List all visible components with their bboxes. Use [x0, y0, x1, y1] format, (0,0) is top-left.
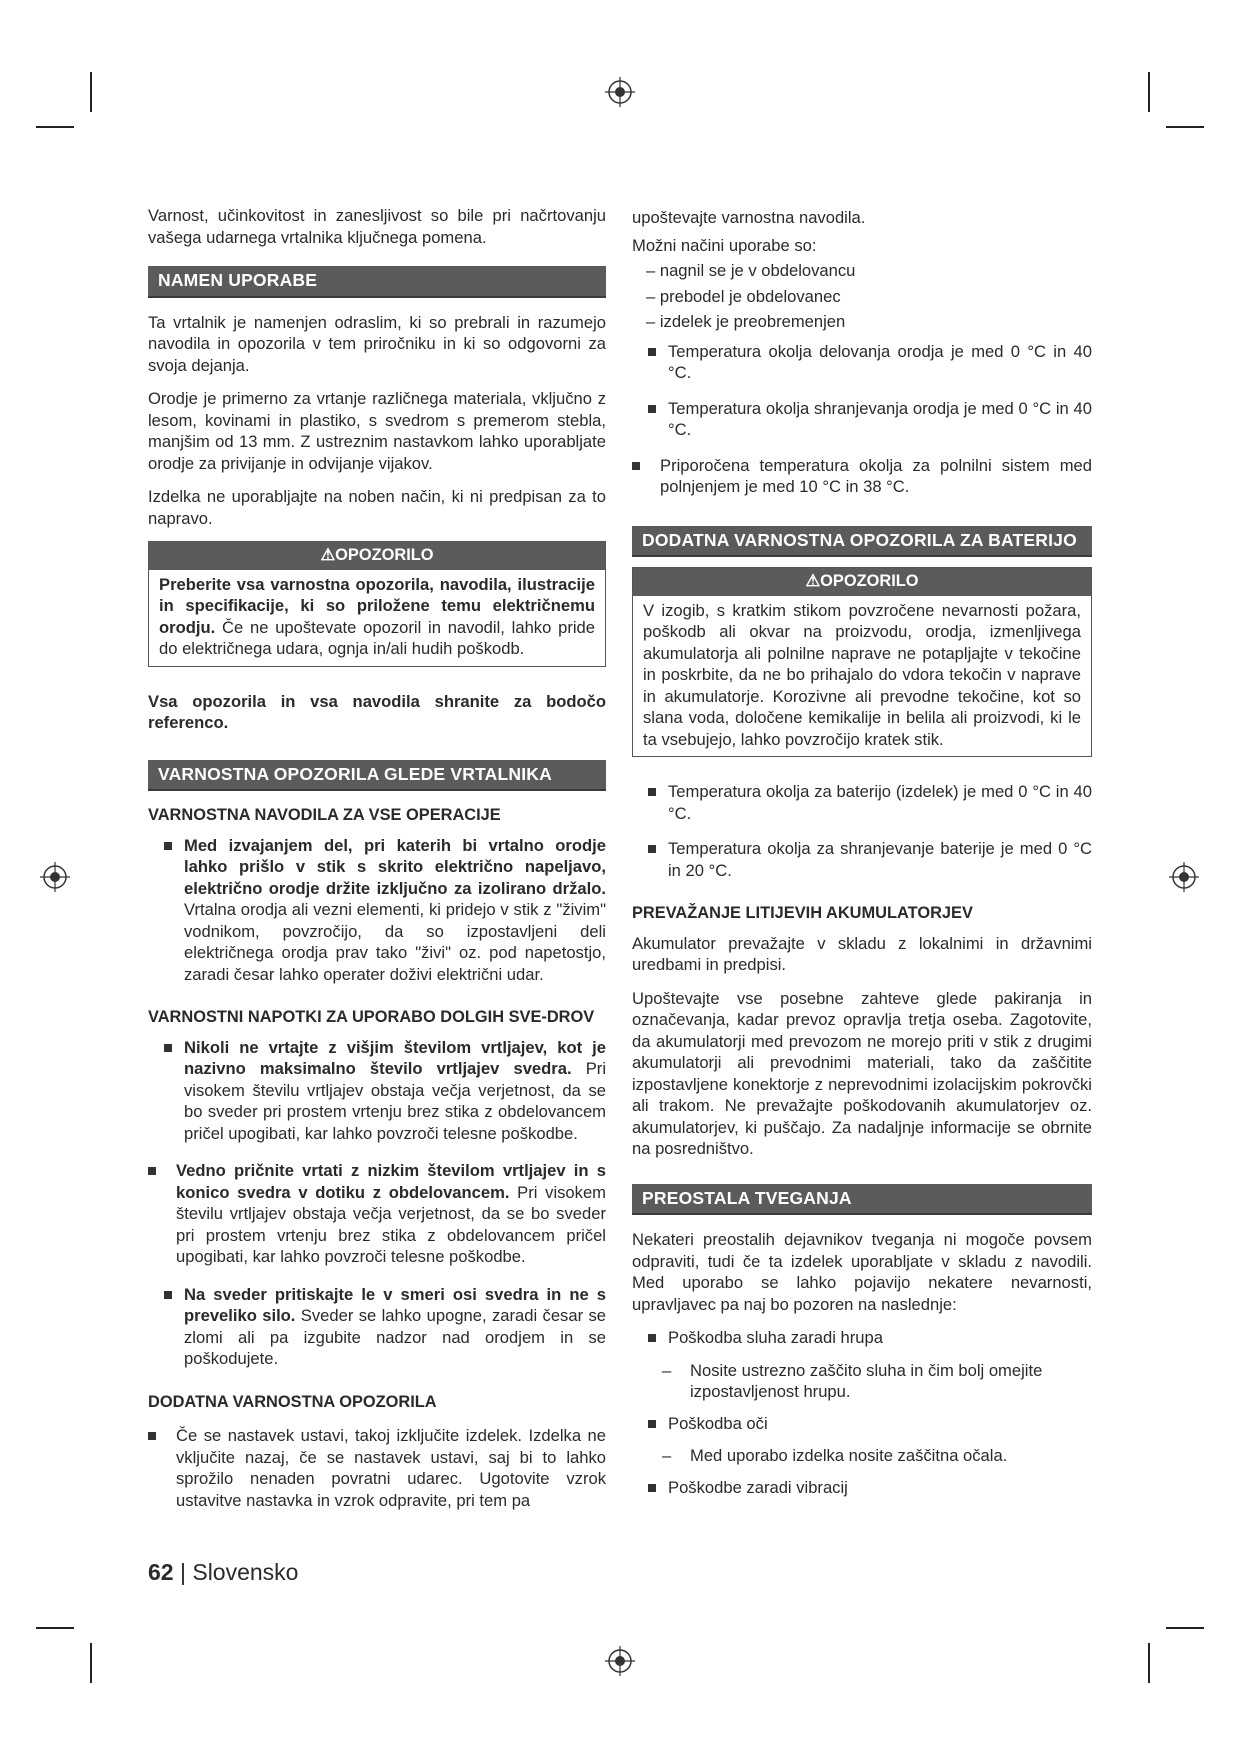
subheading: PREVAŽANJE LITIJEVIH AKUMULATORJEV [632, 904, 973, 922]
right-column [632, 207, 1092, 1509]
list-item: Temperatura okolja shranjevanja orodja je med 0 °C in 40 °C. [632, 398, 1092, 441]
bullet-icon [648, 1484, 656, 1492]
paragraph: Ta vrtalnik je namenjen odraslim, ki so prebrali in razumejo navodila in opozorila v tem priročniku in ki so odgovorni za svoja dejanja. [148, 312, 606, 375]
registration-mark-icon [605, 77, 635, 107]
section-title-baterija: DODATNA VARNOSTNA OPOZORILA ZA BATERIJO [632, 526, 1092, 558]
crop-mark [36, 1627, 74, 1629]
bullet-icon [648, 845, 656, 853]
section-title-varnostna-opozorila: VARNOSTNA OPOZORILA GLEDE VRTALNIKA [148, 760, 606, 792]
subheading: DODATNA VARNOSTNA OPOZORILA [148, 1392, 437, 1411]
list-item: – Nosite ustrezno zaščito sluha in čim bolj omejite izpostavljenost hrupu. [662, 1360, 1043, 1401]
page-footer: 62 | Slovensko [148, 1559, 299, 1585]
list-item: – prebodel je obdelovanec [646, 286, 841, 306]
paragraph: upoštevajte varnostna navodila. [632, 208, 866, 227]
list-item: Poškodba sluha zaradi hrupa [632, 1327, 1092, 1349]
subheading: VARNOSTNA NAVODILA ZA VSE OPERACIJE [148, 806, 501, 824]
bullet-icon [648, 348, 656, 356]
paragraph: Izdelka ne uporabljajte na noben način, ki ni predpisan za to napravo. [148, 487, 606, 528]
left-column [148, 205, 606, 1522]
crop-mark [1166, 1627, 1204, 1629]
list-item: Poškodba oči [632, 1413, 1092, 1435]
list-item: Priporočena temperatura okolja za polnilni sistem med polnjenjem je med 10 °C in 38 °C. [632, 455, 1092, 498]
section-title-preostala-tveganja: PREOSTALA TVEGANJA [632, 1184, 1092, 1216]
list-item: Vedno pričnite vrtati z nizkim številom vrtljajev in s konico svedra v dotiku z obdelovancem. Pri visokem številu vrtljajev obstaja večja verjetnost, da se bo sveder pri prostem vrtenju brez stika z obdelovancem pričel upogibati, kar lahko povzroči telesne poškodbe. [148, 1160, 606, 1268]
warning-icon: ⚠ [805, 572, 821, 590]
bullet-icon [632, 462, 640, 470]
language-label: Slovensko [192, 1559, 299, 1585]
bullet-icon [164, 1044, 172, 1052]
bullet-icon [648, 1420, 656, 1428]
page-number: 62 [148, 1559, 174, 1585]
list-item: Nikoli ne vrtajte z višjim številom vrtljajev, kot je nazivno maksimalno število vrtljajev svedra. Pri visokem številu vrtljajev obstaja večja verjetnost, da se bo sveder pri prostem vrtenju brez stika z obdelovancem pričel upogibati, kar lahko povzroči telesne poškodbe. [148, 1037, 606, 1145]
intro-paragraph: Varnost, učinkovitost in zanesljivost so bile pri načrtovanju vašega udarnega vrtalnika ključnega pomena. [148, 206, 606, 247]
warning-header: ⚠OPOZORILO [149, 542, 605, 570]
crop-mark [1148, 72, 1150, 112]
bullet-icon [648, 405, 656, 413]
bullet-icon [648, 788, 656, 796]
list-item: Temperatura okolja za baterijo (izdelek) je med 0 °C in 40 °C. [632, 781, 1092, 824]
bullet-icon [164, 842, 172, 850]
keep-instructions: Vsa opozorila in vsa navodila shranite za bodočo referenco. [148, 691, 606, 732]
registration-mark-icon [1169, 862, 1199, 892]
paragraph: Nekateri preostalih dejavnikov tveganja ni mogoče povsem odpraviti, tudi če ta izdelek uporabljate v skladu z navodili. Med uporabo se lahko pojavijo nekatere nevarnosti, upravljavec pa naj bo pozoren na naslednje: [632, 1230, 1092, 1314]
paragraph: Akumulator prevažajte v skladu z lokalnimi in državnimi uredbami in predpisi. [632, 933, 1092, 974]
bullet-icon [164, 1291, 172, 1299]
paragraph: Orodje je primerno za vrtanje različnega materiala, vključno z lesom, kovinami in plastiko, s svedrom s premerom stebla, manjšim od 13 mm. Z ustreznim nastavkom lahko uporabljate orodje za privijanje in odvijanje vijakov. [148, 389, 606, 473]
list-item: – izdelek je preobremenjen [646, 312, 846, 331]
crop-mark [1148, 1643, 1150, 1683]
bullet-icon [648, 1334, 656, 1342]
crop-mark [90, 1643, 92, 1683]
list-item: – Med uporabo izdelka nosite zaščitna očala. [662, 1446, 1008, 1465]
bullet-icon [148, 1432, 156, 1440]
list-item: Temperatura okolja delovanja orodja je med 0 °C in 40 °C. [632, 341, 1092, 384]
paragraph: Možni načini uporabe so: [632, 235, 817, 255]
list-item: – nagnil se je v obdelovancu [646, 261, 856, 280]
crop-mark [1166, 126, 1204, 128]
registration-mark-icon [40, 862, 70, 892]
warning-body: Preberite vsa varnostna opozorila, navodila, ilustracije in specifikacije, ki so priložene temu električnemu orodju. Če ne upoštevate opozoril in navodil, lahko pride do električnega udara, ognja in/ali hudih poškodb. [159, 574, 595, 658]
section-title-namen-uporabe: NAMEN UPORABE [148, 266, 606, 298]
subheading: VARNOSTNI NAPOTKI ZA UPORABO DOLGIH SVE-DROV [148, 1008, 595, 1026]
crop-mark [90, 72, 92, 112]
warning-body: V izogib, s kratkim stikom povzročene nevarnosti požara, poškodb ali okvar na proizvodu, orodja, izmenljivega akumulatorja ali polnilne naprave ne potapljajte v tekočine in poskrbite, da ne bo prihajalo do vdora tekočin v naprave in akumulatorje. Korozivne ali prevodne tekočine, kot so slana voda, določene kemikalije in belila ali proizvodi, ki le ta vsebujejo, lahko povzročijo kratek stik. [643, 600, 1081, 749]
paragraph: Upoštevajte vse posebne zahteve glede pakiranja in označevanja, kadar prevoz opravlja tretja oseba. Zagotovite, da akumulatorji med prevozom ne morejo priti v stik z drugimi akumulatorji ali prevodnimi materiali, tako da zaščitite izpostavljene konektorje z neprevodnimi izolacijskim pokrovčki ali trakom. Ne prevažajte poškodovanih akumulatorjev oz. akumulatorjev, ki puščajo. Za nadaljnje informacije se obrnite na posredništvo. [632, 988, 1092, 1158]
crop-mark [36, 126, 74, 128]
registration-mark-icon [605, 1646, 635, 1676]
warning-box [632, 567, 1092, 757]
list-item: Temperatura okolja za shranjevanje baterije je med 0 °C in 20 °C. [632, 838, 1092, 881]
warning-box [148, 541, 606, 667]
list-item: Med izvajanjem del, pri katerih bi vrtalno orodje lahko prišlo v stik s skrito električno napeljavo, električno orodje držite izključno za izolirano držalo. Vrtalna orodja ali vezni elementi, ki pridejo v stik z "živim" vodnikom, povzročijo, da so izpostavljeni deli električnega orodja prav tako "živi" oz. pod napetostjo, zaradi česar lahko operater doživi električni udar. [148, 835, 606, 986]
bullet-icon [148, 1167, 156, 1175]
list-item: Če se nastavek ustavi, takoj izključite izdelek. Izdelka ne vključite nazaj, če se nastavek ustavi, saj bi to lahko sprožilo nenaden povratni udarec. Ugotovite vzrok ustavitve nastavka in vzrok odpravite, pri tem pa [148, 1425, 606, 1511]
warning-icon: ⚠ [320, 546, 336, 564]
list-item: Na sveder pritiskajte le v smeri osi svedra in ne s preveliko silo. Sveder se lahko upogne, zaradi česar se zlomi ali pa izgubite nadzor nad orodjem in se poškodujete. [148, 1284, 606, 1370]
list-item: Poškodbe zaradi vibracij [632, 1477, 1092, 1499]
warning-header: ⚠OPOZORILO [633, 568, 1091, 596]
